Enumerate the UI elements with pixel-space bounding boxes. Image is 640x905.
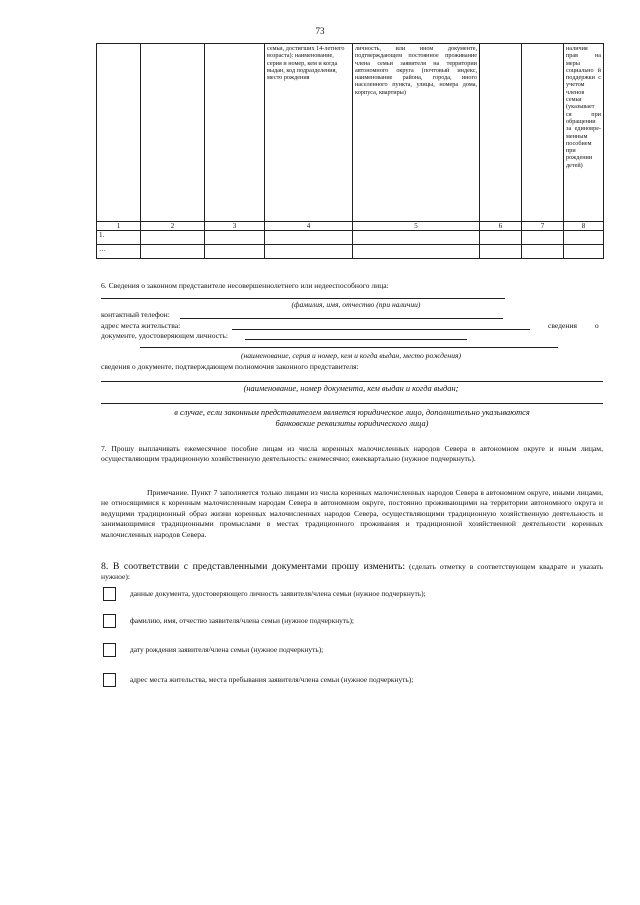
column-number: 7	[522, 222, 564, 231]
column-number: 6	[480, 222, 522, 231]
family-members-table	[96, 43, 604, 259]
table-cell	[205, 44, 265, 222]
caption-fio: (фамилия, имя, отчество (при наличии)	[291, 300, 421, 309]
caption-authority: (наименование, номер документа, кем выдан и когда выдан;	[243, 384, 459, 393]
row-number: …	[97, 245, 141, 259]
column-number: 8	[564, 222, 604, 231]
svedeniya-label: сведения о	[548, 321, 599, 330]
caption-document: (наименование, серия и номер, кем и когда выдан, место рождения)	[240, 351, 462, 360]
legal-entity-note-2: банковские реквизиты юридического лица)	[275, 419, 429, 428]
row-number: 1.	[97, 231, 141, 245]
table-cell-col8: наличия прав на меры социально й поддержки с учетом членов семьи (указывает ся при обращении за единовре-менным пособием при рождении детей)	[564, 44, 604, 222]
table-cell	[522, 44, 564, 222]
column-number: 2	[141, 222, 205, 231]
table-cell	[97, 44, 141, 222]
option-address: адрес места жительства, места пребывания заявителя/члена семьи (нужное подчеркнуть);	[130, 675, 414, 684]
table-cell	[480, 44, 522, 222]
authority-line[interactable]	[101, 381, 603, 382]
column-number: 4	[265, 222, 353, 231]
option-document-data: данные документа, удостоверяющего личность заявителя/члена семьи (нужное подчеркнуть);	[130, 589, 426, 598]
checkbox-document-data[interactable]	[103, 587, 116, 601]
document-line[interactable]	[245, 339, 467, 340]
phone-line[interactable]	[180, 318, 503, 319]
address-line[interactable]	[232, 329, 530, 330]
checkbox-address[interactable]	[103, 673, 116, 687]
section6-heading: 6. Сведения о законном представителе несовершеннолетнего или недееспособного лица:	[101, 281, 389, 290]
section7-text: 7. Прошу выплачивать ежемесячное пособие лицам из числа коренных малочисленных народов Севера в автономном округе и иным лицам, осуществляющим традиционную хозяйственную деятельность: ежемесячно; ежеквартально (нужное подчеркнуть).	[101, 444, 603, 464]
table-cell-col4: семьи, достигших 14-летнего возраста): наименование, серия и номер, кем и когда выдан, код подразделения, место рождения	[265, 44, 353, 222]
checkbox-full-name[interactable]	[103, 614, 116, 628]
table-cell-col5: личность, или ином документе, подтверждающем постоянное проживание члена семьи заявителя на территории автономного округа (почтовый индекс, наименование района, города, иного населенного пункта, улицы, номера дома, корпуса, квартиры)	[353, 44, 480, 222]
authority-line-2[interactable]	[101, 403, 603, 404]
column-number: 3	[205, 222, 265, 231]
checkbox-birth-date[interactable]	[103, 643, 116, 657]
authority-label: сведения о документе, подтверждающем полномочия законного представителя:	[101, 362, 359, 371]
document-label: документе, удостоверяющем личность:	[101, 331, 228, 340]
address-label: адрес места жительства:	[101, 321, 181, 330]
document-line-2[interactable]	[140, 347, 558, 348]
option-full-name: фамилию, имя, отчество заявителя/члена семьи (нужное подчеркнуть);	[130, 616, 354, 625]
legal-entity-note: в случае, если законным представителем является юридическое лицо, дополнительно указываются	[174, 408, 530, 417]
page-number: 73	[315, 26, 325, 36]
phone-label: контактный телефон:	[101, 310, 170, 319]
option-birth-date: дату рождения заявителя/члена семьи (нужное подчеркнуть);	[130, 645, 324, 654]
section8-heading: 8. В соответствии с представленными документами прошу изменить: (сделать отметку в соответствующем квадрате и указать нужное):	[101, 561, 603, 582]
fio-line[interactable]	[101, 298, 505, 299]
section7-note: Примечание. Пункт 7 заполняется только лицами из числа коренных малочисленных народов Севера в автономном округе, иными лицами, не относящимися к коренным малочисленным народам Севера в автономном округе, постоянно проживающими на территории автономного округа и ведущими традиционный образ жизни коренных малочисленных народов Севера, осуществляющими традиционную хозяйственную деятельность и занимающимися традиционными промыслами в местах традиционного проживания и традиционной хозяйственной деятельности коренных малочисленных народов Севера.	[101, 488, 603, 539]
column-number: 1	[97, 222, 141, 231]
column-number: 5	[353, 222, 480, 231]
table-cell	[141, 44, 205, 222]
